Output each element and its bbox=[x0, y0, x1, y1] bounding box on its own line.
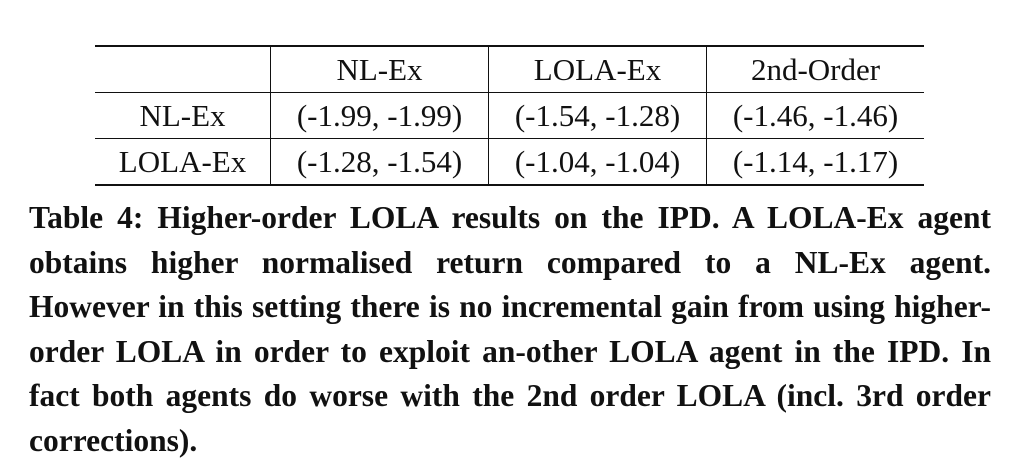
header-cell-nl-ex: NL-Ex bbox=[271, 46, 489, 93]
table-cell: (-1.28, -1.54) bbox=[271, 139, 489, 186]
caption-line: gain from using higher-order LOLA in order to exploit an- bbox=[29, 289, 991, 369]
caption-line: Table 4: Higher-order LOLA results on the IPD. A LOLA-Ex bbox=[29, 200, 904, 235]
table-header-row bbox=[95, 46, 924, 93]
header-cell-2nd-order: 2nd-Order bbox=[707, 46, 925, 93]
table-cell: (-1.46, -1.46) bbox=[707, 93, 925, 139]
results-table bbox=[95, 45, 924, 186]
row-label-nl-ex: NL-Ex bbox=[95, 93, 271, 139]
table-caption bbox=[29, 196, 991, 463]
table-cell: (-1.04, -1.04) bbox=[489, 139, 707, 186]
caption-line: other LOLA agent in the IPD. In fact both agents do worse bbox=[29, 333, 991, 413]
results-table-container bbox=[95, 45, 924, 186]
caption-line: Ex agent. However in this setting there is no incremental bbox=[29, 244, 991, 324]
table-row bbox=[95, 139, 924, 186]
table-cell: (-1.14, -1.17) bbox=[707, 139, 925, 186]
caption-line: with the 2nd order LOLA (incl. 3rd order corrections). bbox=[29, 378, 992, 458]
row-label-lola-ex: LOLA-Ex bbox=[95, 139, 271, 186]
table-cell: (-1.99, -1.99) bbox=[271, 93, 489, 139]
header-cell-lola-ex: LOLA-Ex bbox=[489, 46, 707, 93]
header-cell-corner bbox=[95, 46, 271, 93]
table-row bbox=[95, 93, 924, 139]
table-cell: (-1.54, -1.28) bbox=[489, 93, 707, 139]
caption-line: agent obtains higher normalised return compared to a NL- bbox=[29, 200, 991, 280]
